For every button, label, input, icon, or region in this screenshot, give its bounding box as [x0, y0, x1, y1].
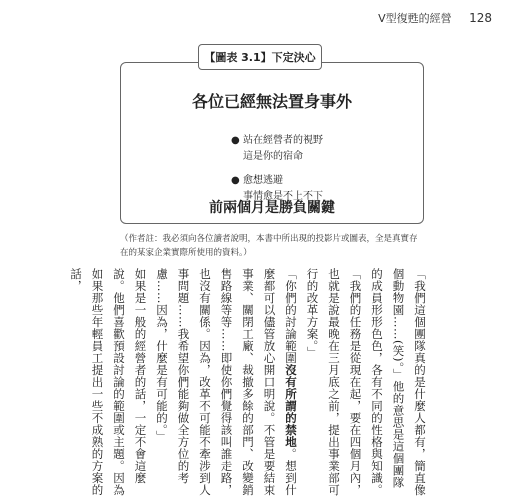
bullet-dot-icon: ● — [231, 135, 240, 146]
figure-label: 【圖表 3.1】下定決心 — [198, 44, 322, 70]
body-text — [69, 268, 430, 496]
bullet-line: 這是你的宿命 — [243, 151, 303, 162]
page-header — [378, 10, 492, 26]
text-run: 「你們的討論範圍 — [284, 268, 298, 364]
bullet-line: 站在經營者的視野 — [243, 135, 323, 146]
bullet-line: 愈想逃避 — [243, 175, 283, 186]
figure-box — [120, 62, 424, 224]
paragraph: 如果是一般的經營者的話，一定不會這麼說。他們喜歡預設討論的範圍或主題。因為如果那些年輕員工提出一些不成熟的方案的話， — [69, 268, 148, 496]
paragraph — [151, 268, 302, 496]
bullet-dot-icon: ● — [231, 175, 240, 186]
figure-bullet-item — [231, 133, 323, 165]
figure-footer: 前兩個月是勝負關鍵 — [209, 200, 335, 216]
text-run: 。想到什麼都可以儘管放心開口明說。不管是要結束事業、關閉工廠、裁撤多餘的部門、改變銷售路線等等……即使你們覺得該叫誰走路，也沒有關係。因為，改革不可能不牽涉到人事問題……我希望你們能夠做全方位的考慮……因為，什麼是有可能的。」 — [155, 268, 298, 496]
paragraph: 「我們這個團隊真的是什麼人都有，簡直像個動物園……(笑)。」他的意思是這個團隊的成員形形色色，各有不同的性格與知識。 — [370, 268, 427, 496]
paragraph: 「我們的任務是從現在起，要在四個月內，也就是說最晚在三月底之前，提出事業部可行的改革方案。」 — [305, 268, 363, 496]
bullet-line: 事情愈是不上不下 — [243, 191, 323, 202]
figure-heading: 各位已經無法置身事外 — [191, 92, 352, 111]
chapter-title: V型復甦的經營 — [378, 12, 452, 25]
page-number: 128 — [469, 11, 492, 25]
emphasis-text: 沒有所謂的禁地 — [284, 364, 298, 448]
author-note: （作者註：我必須向各位讀者說明，本書中所出現的投影片或圖表，全是真實存在的某家企業實際所使用的資料。） — [120, 234, 418, 258]
